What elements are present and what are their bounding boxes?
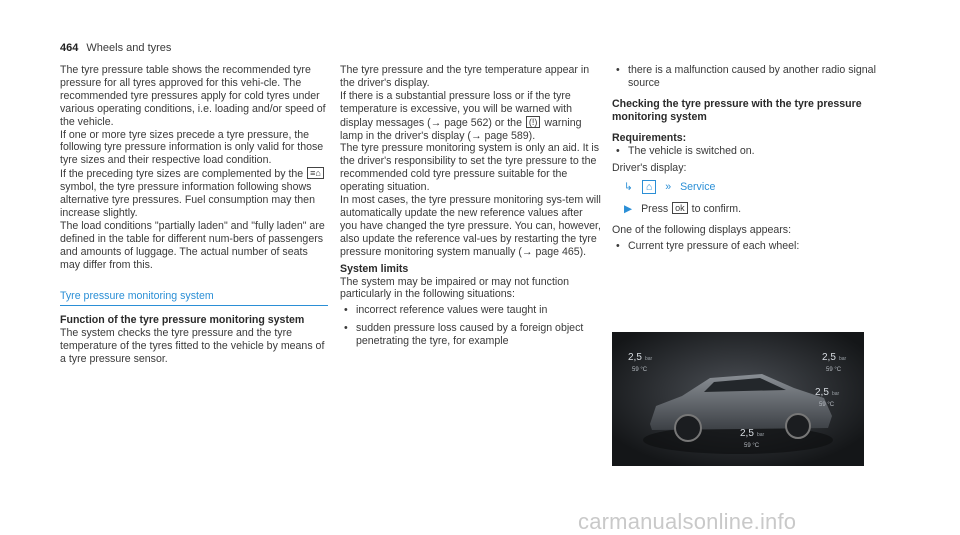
bullet-list xyxy=(612,64,880,90)
tyre-pressure-display-image xyxy=(612,332,864,466)
column-1 xyxy=(60,64,328,366)
svg-text:2,5: 2,5 xyxy=(815,387,829,398)
heading: Checking the tyre pressure with the tyre pressure monitoring system xyxy=(612,97,862,123)
paragraph: The load conditions "partially laden" and "fully laden" are defined in the table for different num-bers of passengers and amounts of luggage. The actual number of seats may differ from this. xyxy=(60,219,325,271)
svg-text:bar: bar xyxy=(832,391,840,397)
svg-text:2,5: 2,5 xyxy=(628,352,642,363)
paragraph: The tyre pressure and the tyre temperature appear in the driver's display. xyxy=(340,64,590,89)
heading: System limits xyxy=(340,262,409,275)
paragraph: One of the following displays appears: xyxy=(612,224,792,237)
paragraph: The tyre pressure monitoring system is only an aid. It is the driver's responsibility to set the tyre pressure to the recommended cold tyre pressure suitable for the operating situation. xyxy=(340,142,600,194)
list-item: • sudden pressure loss caused by a foreign object penetrating the tyre, for example xyxy=(340,322,602,348)
home-icon: ⌂ xyxy=(642,180,656,194)
svg-text:59 °C: 59 °C xyxy=(632,367,648,373)
bullet-list xyxy=(612,240,880,253)
action-step xyxy=(612,202,880,216)
double-chevron-icon: » xyxy=(665,181,672,194)
list-item: • there is a malfunction caused by another radio signal source xyxy=(612,64,880,90)
text: to confirm. xyxy=(691,203,742,216)
wheel xyxy=(786,414,810,438)
page-header xyxy=(60,42,171,54)
paragraph: Driver's display: xyxy=(612,162,687,175)
text: Press xyxy=(641,203,669,216)
paragraph: In most cases, the tyre pressure monitoring sys-tem will automatically update the new reference values after you have changed the tyre pressure. You can, however, also update the reference val-ues by restarting the tyre pressure monitoring system manually (→ page 465). xyxy=(340,194,601,258)
column-2 xyxy=(340,64,602,353)
ok-key-icon: ok xyxy=(672,202,688,214)
section-name: Wheels and tyres xyxy=(86,42,172,54)
text: If the preceding tyre sizes are complemented by the xyxy=(60,168,304,181)
svg-text:59 °C: 59 °C xyxy=(826,367,842,373)
section-title: Tyre pressure monitoring system xyxy=(60,290,328,307)
list-item: • Current tyre pressure of each wheel: xyxy=(612,240,880,253)
paragraph xyxy=(60,167,328,220)
paragraph: The system checks the tyre pressure and the tyre temperature of the tyres fitted to the vehicle by means of a tyre pressure sensor. xyxy=(60,327,325,366)
page-number: 464 xyxy=(60,42,79,54)
bullet-list xyxy=(612,145,880,158)
column-3 xyxy=(612,64,880,258)
text: If there is a substantial pressure loss or if the tyre temperature is excessive, you will be warned with display messages (→ page 562) or the xyxy=(340,89,572,129)
menu-path xyxy=(612,181,880,194)
text: warning lamp in the driver's display (→ page 589). xyxy=(340,116,582,142)
svg-text:59 °C: 59 °C xyxy=(819,402,835,408)
paragraph: If one or more tyre sizes precede a tyre pressure, the following tyre pressure information is only valid for those tyre sizes and their respective load condition. xyxy=(60,128,324,167)
list-item: • incorrect reference values were taught in xyxy=(340,304,602,317)
watermark: carmanualsonline.info xyxy=(578,509,797,534)
menu-item-service: Service xyxy=(680,181,716,194)
alternative-tyre-icon: ≡⌂ xyxy=(307,167,324,179)
svg-text:bar: bar xyxy=(757,432,765,438)
sub-heading: Function of the tyre pressure monitoring system xyxy=(60,314,305,327)
svg-text:bar: bar xyxy=(839,356,847,362)
svg-text:bar: bar xyxy=(645,356,653,362)
paragraph: The system may be impaired or may not function particularly in the following situations: xyxy=(340,275,570,301)
step-arrow-icon: ▶ xyxy=(624,203,633,216)
list-item: • The vehicle is switched on. xyxy=(612,145,880,158)
svg-text:59 °C: 59 °C xyxy=(744,443,760,449)
bullet-list xyxy=(340,304,602,348)
svg-text:2,5: 2,5 xyxy=(822,352,836,363)
requirements-heading: Requirements: xyxy=(612,131,687,144)
wheel xyxy=(675,415,701,441)
tpms-warning-icon: (!) xyxy=(526,116,541,128)
paragraph: The tyre pressure table shows the recommended tyre pressure for all tyres approved for this vehi-cle. The recommended tyre pressures apply for cold tyres under various operating conditions, i.e. loading and/or speed of the vehicle. xyxy=(60,64,326,128)
svg-text:2,5: 2,5 xyxy=(740,428,754,439)
paragraph xyxy=(340,90,602,143)
text: symbol, the tyre pressure information following shows alternative tyre pressures. Fuel consumption may then increase slightly. xyxy=(60,181,315,219)
menu-arrow-icon: ↳ xyxy=(624,181,633,194)
